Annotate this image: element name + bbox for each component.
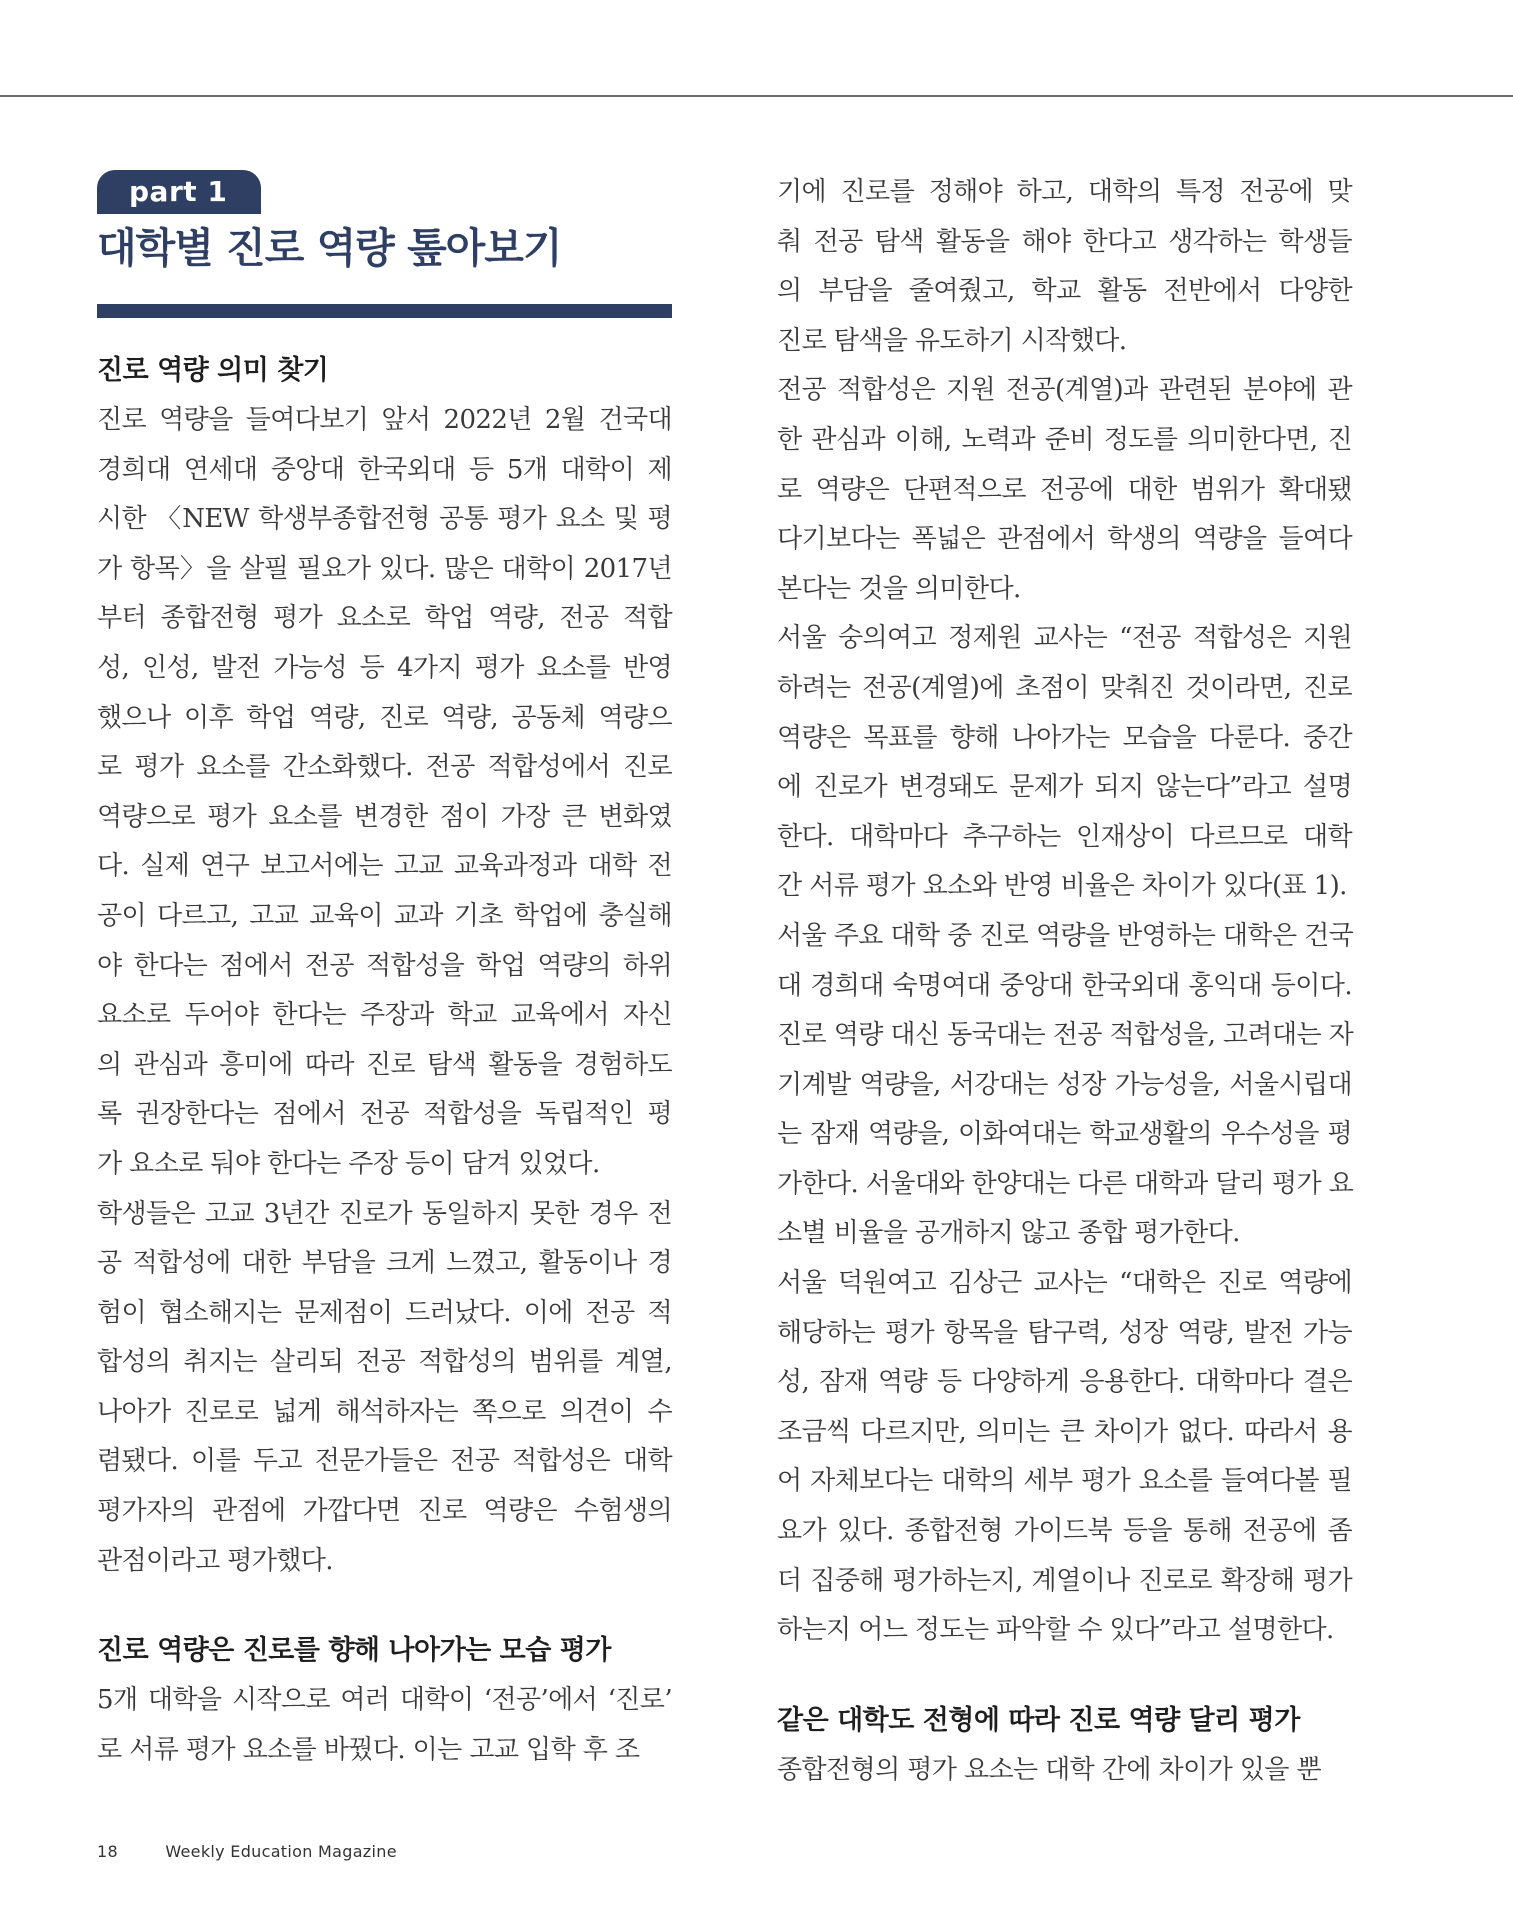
text-line: 기에 진로를 정해야 하고, 대학의 특정 전공에 맞 [777,177,1352,207]
text-line: 간 서류 평가 요소와 반영 비율은 차이가 있다(표 1). [777,871,1347,902]
section-heading: 진로 역량 의미 찾기 [97,355,329,386]
text-line: 가 요소로 둬야 한다는 주장 등이 담겨 있었다. [97,1148,600,1179]
text-line: 성, 인성, 발전 가능성 등 4가지 평가 요소를 반영 [97,652,672,683]
paragraph [777,168,1352,366]
magazine-name: Weekly Education Magazine [165,1842,397,1861]
section-heading: 같은 대학도 전형에 따라 진로 역량 달리 평가 [777,1704,1300,1736]
text-line: 공이 다르고, 고교 교육이 교과 기초 학업에 충실해 [97,900,672,931]
text-line: 록 권장한다는 점에서 전공 적합성을 독립적인 평 [97,1099,672,1130]
text-line: 서울 숭의여고 정제원 교사는 “전공 적합성은 지원 [777,623,1352,654]
text-line: 서울 주요 대학 중 진로 역량을 반영하는 대학은 건국 [777,920,1354,951]
text-line: 어 자체보다는 대학의 세부 평가 요소를 들여다볼 필 [777,1466,1352,1497]
text-line: 학생들은 고교 3년간 진로가 동일하지 못한 경우 전 [97,1198,672,1229]
text-line: 역량으로 평가 요소를 변경한 점이 가장 큰 변화였 [97,801,672,832]
right-column [777,168,1352,1795]
text-line: 관점이라고 평가했다. [97,1545,333,1576]
text-line: 가한다. 서울대와 한양대는 다른 대학과 달리 평가 요 [777,1168,1354,1199]
text-line: 진로 역량을 들여다보기 앞서 2022년 2월 건국대 [97,405,672,435]
text-line: 조금씩 다르지만, 의미는 큰 차이가 없다. 따라서 용 [777,1416,1352,1447]
top-rule [0,95,1513,97]
left-column [97,170,672,1775]
text-line: 전공 적합성은 지원 전공(계열)과 관련된 분야에 관 [777,375,1352,406]
text-line: 기계발 역량을, 서강대는 성장 가능성을, 서울시립대 [777,1069,1352,1100]
paragraph [777,614,1352,912]
text-line: 소별 비율을 공개하지 않고 종합 평가한다. [777,1218,1240,1249]
text-line: 에 진로가 변경돼도 문제가 되지 않는다”라고 설명 [777,772,1352,803]
text-line: 의 부담을 줄여줬고, 학교 활동 전반에서 다양한 [777,276,1352,307]
paragraph [777,1746,1352,1796]
paragraph [97,1190,672,1587]
paragraph [777,366,1352,614]
text-line: 대 경희대 숙명여대 중앙대 한국외대 홍익대 등이다. [777,970,1352,1001]
text-line: 로 평가 요소를 간소화했다. 전공 적합성에서 진로 [97,752,672,783]
text-line: 종합전형의 평가 요소는 대학 간에 차이가 있을 뿐 [777,1754,1321,1785]
text-line: 했으나 이후 학업 역량, 진로 역량, 공동체 역량으 [97,702,672,733]
text-line: 더 집중해 평가하는지, 계열이나 진로로 확장해 평가 [777,1565,1352,1596]
text-line: 평가자의 관점에 가깝다면 진로 역량은 수험생의 [97,1496,672,1527]
text-line: 다기보다는 폭넓은 관점에서 학생의 역량을 들여다 [777,524,1352,555]
text-line: 본다는 것을 의미한다. [777,573,1021,604]
text-line: 요가 있다. 종합전형 가이드북 등을 통해 전공에 좀 [777,1516,1352,1547]
left-article-body [97,346,672,1775]
text-line: 부터 종합전형 평가 요소로 학업 역량, 전공 적합 [97,603,672,634]
text-line: 역량은 목표를 향해 나아가는 모습을 다룬다. 중간 [777,722,1352,753]
text-line: 춰 전공 탐색 활동을 해야 한다고 생각하는 학생들 [777,226,1352,257]
text-line: 하는지 어느 정도는 파악할 수 있다”라고 설명한다. [777,1615,1334,1646]
page-title: 대학별 진로 역량 톺아보기 [97,224,562,272]
paragraph [777,912,1352,1259]
text-line: 공 적합성에 대한 부담을 크게 느꼈고, 활동이나 경 [97,1248,672,1279]
text-line: 로 역량은 단편적으로 전공에 대한 범위가 확대됐 [777,474,1352,505]
text-line: 험이 협소해지는 문제점이 드러났다. 이에 전공 적 [97,1297,672,1328]
text-line: 가 항목〉을 살필 필요가 있다. 많은 대학이 2017년 [97,553,672,584]
text-line: 다. 실제 연구 보고서에는 고교 교육과정과 대학 전 [97,851,672,882]
text-line: 는 잠재 역량을, 이화여대는 학교생활의 우수성을 평 [777,1119,1352,1150]
right-article-body [777,168,1352,1795]
text-line: 요소로 두어야 한다는 주장과 학교 교육에서 자신 [97,1000,672,1031]
text-line: 한다. 대학마다 추구하는 인재상이 다르므로 대학 [777,821,1352,852]
page-footer [97,1842,397,1861]
text-line: 서울 덕원여고 김상근 교사는 “대학은 진로 역량에 [777,1268,1352,1299]
page-number: 18 [97,1842,118,1861]
text-line: 한 관심과 이해, 노력과 준비 정도를 의미한다면, 진 [777,424,1352,455]
text-line: 진로 역량 대신 동국대는 전공 적합성을, 고려대는 자 [777,1020,1354,1051]
paragraph [777,1259,1352,1656]
title-underline [97,304,672,318]
text-line: 해당하는 평가 항목을 탐구력, 성장 역량, 발전 가능 [777,1317,1352,1348]
text-line: 야 한다는 점에서 전공 적합성을 학업 역량의 하위 [97,950,672,981]
text-line: 나아가 진로로 넓게 해석하자는 쪽으로 의견이 수 [97,1396,672,1427]
part-badge: part 1 [97,170,261,214]
section-heading: 진로 역량은 진로를 향해 나아가는 모습 평가 [97,1635,611,1667]
paragraph [97,396,672,1190]
text-line: 시한 〈NEW 학생부종합전형 공통 평가 요소 및 평 [97,504,672,535]
text-line: 하려는 전공(계열)에 초점이 맞춰진 것이라면, 진로 [777,672,1352,703]
text-line: 5개 대학을 시작으로 여러 대학이 ‘전공’에서 ‘진로’ [97,1685,672,1716]
text-line: 진로 탐색을 유도하기 시작했다. [777,325,1127,356]
text-line: 성, 잠재 역량 등 다양하게 응용한다. 대학마다 결은 [777,1367,1352,1398]
text-line: 렴됐다. 이를 두고 전문가들은 전공 적합성은 대학 [97,1446,672,1477]
text-line: 로 서류 평가 요소를 바꿨다. 이는 고교 입학 후 조 [97,1734,640,1765]
text-line: 경희대 연세대 중앙대 한국외대 등 5개 대학이 제 [97,454,672,485]
text-line: 의 관심과 흥미에 따라 진로 탐색 활동을 경험하도 [97,1049,672,1080]
text-line: 합성의 취지는 살리되 전공 적합성의 범위를 계열, [97,1347,672,1378]
paragraph [97,1676,672,1775]
